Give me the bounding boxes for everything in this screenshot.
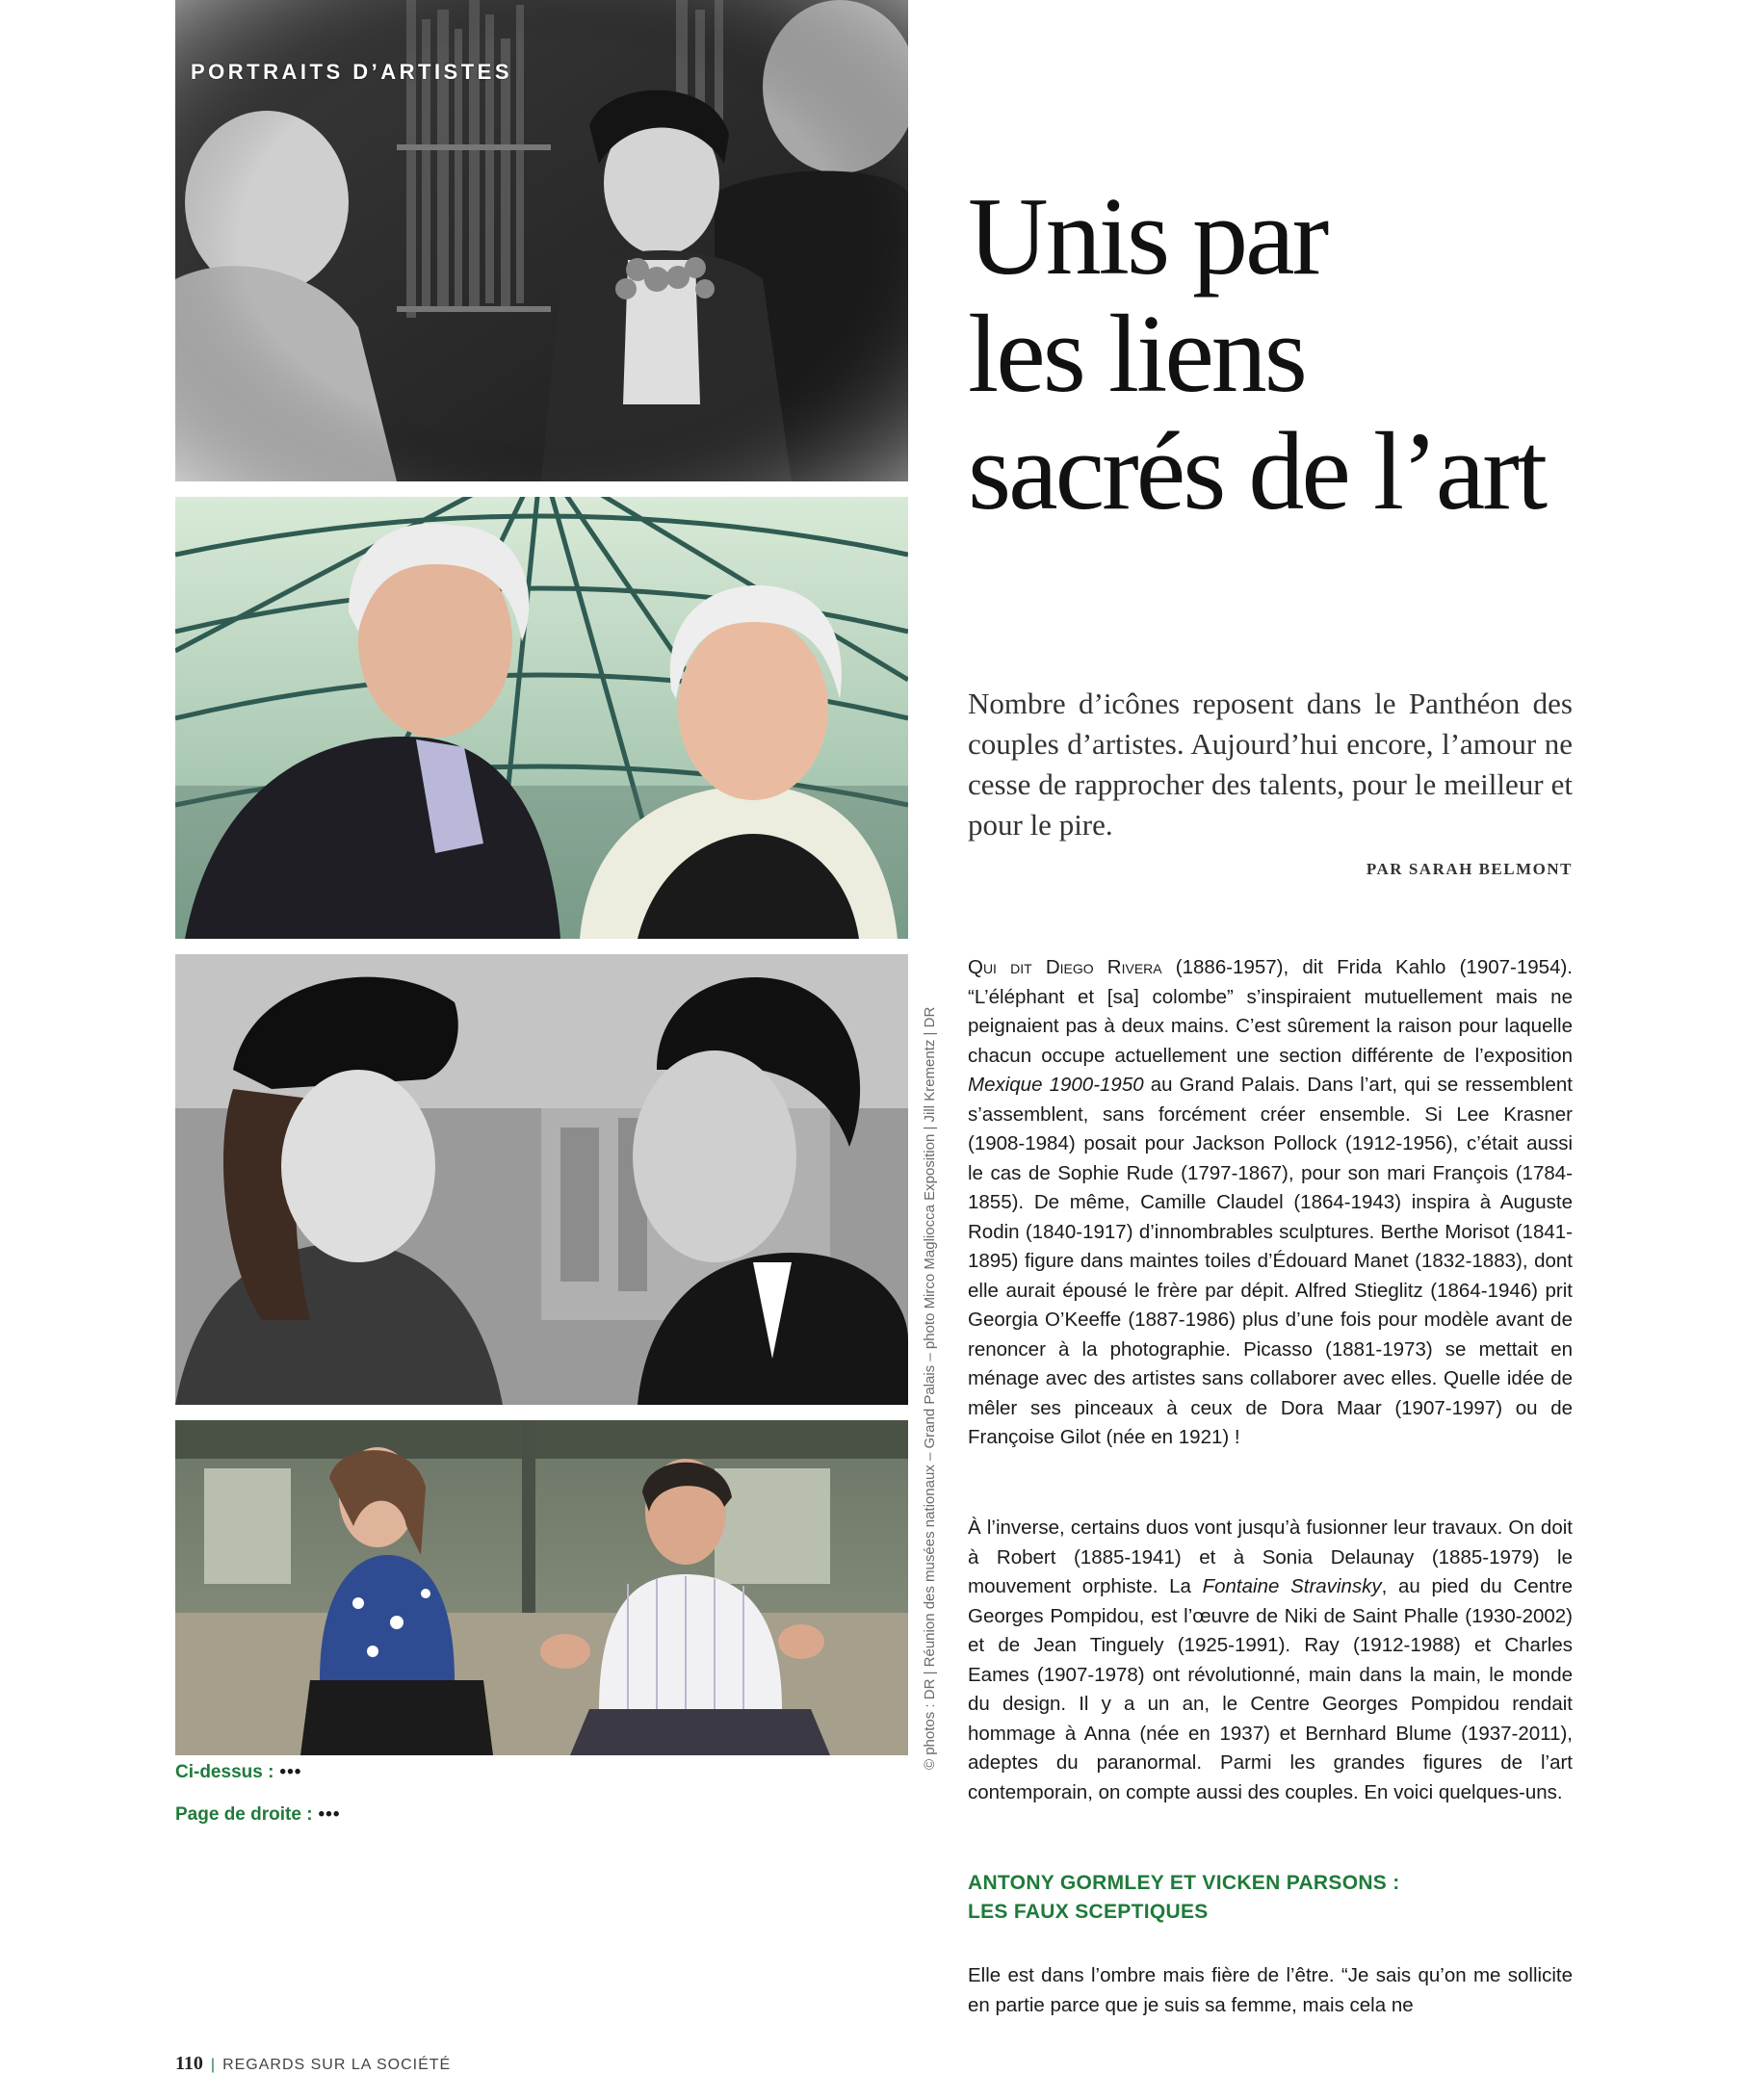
subheading-line-1: ANTONY GORMLEY ET VICKEN PARSONS : [968, 1872, 1400, 1894]
byline: PAR SARAH BELMONT [1366, 860, 1573, 878]
caption-right-page [175, 1804, 341, 1826]
headline [968, 175, 1661, 533]
body-paragraph-2: À l’inverse, certains duos vont jusqu’à fusionner leur travaux. On doit à Robert (1885-1941) et à Sonia Delaunay (1885-1979) le mouvement orphiste. La Fontaine Stravinsky, au pied du Centre Georges Pompidou, est l’œuvre de Niki de Saint Phalle (1930-2002) et de Jean Tinguely (1925-1991). Ray (1912-1988) et Charles Eames (1907-1978) ont révolutionné, main dans la main, le monde du design. Il y a un an, le Centre Georges Pompidou rendait hommage à Anna (née en 1937) et Bernhard Blume (1937-2011), adeptes du paranormal. Parmi les grandes figures de l’art contemporain, on compte aussi des couples. En voici quelques-uns. [968, 1517, 1573, 1803]
caption-right-text: ••• [318, 1804, 341, 1825]
caption-above-label: Ci-dessus : [175, 1762, 274, 1782]
lead-in: Qui dit Diego Rivera [968, 956, 1162, 978]
photo-kabakov-couple [175, 497, 908, 939]
headline-line-2: les liens [968, 293, 1305, 416]
footer-separator: | [210, 2057, 216, 2073]
photo-couple-beret [175, 954, 908, 1405]
body-paragraph-3: Elle est dans l’ombre mais fière de l’être. “Je sais qu’on me sollicite en partie parce que je suis sa femme, mais cela ne [968, 1964, 1573, 2016]
page-number: 110 [175, 2053, 203, 2074]
page-footer [175, 2053, 451, 2075]
subheading [968, 1869, 1573, 1927]
subheading-line-2: LES FAUX SCEPTIQUES [968, 1901, 1209, 1923]
caption-right-label: Page de droite : [175, 1804, 313, 1825]
section-label: PORTRAITS D’ARTISTES [191, 60, 513, 84]
headline-line-3: sacrés de l’art [968, 410, 1546, 533]
caption-above-text: ••• [279, 1762, 302, 1782]
standfirst: Nombre d’icônes reposent dans le Panthéon des couples d’artistes. Aujourd’hui encore, l’amour ne cesse de rapprocher des talents, pour le meilleur et pour le pire. [968, 687, 1573, 842]
publication-name: REGARDS SUR LA SOCIÉTÉ [222, 2057, 452, 2073]
body-paragraph-1: Qui dit Diego Rivera (1886-1957), dit Frida Kahlo (1907-1954). “L’éléphant et [sa] colombe” s’inspiraient mutuellement mais ne peignaient pas à deux mains. C’est sûrement la raison pour laquelle chacun occupe actuellement une section différente de l’exposition Mexique 1900-1950 au Grand Palais. Dans l’art, qui se ressemblent s’assemblent, sans forcément créer ensemble. Si Lee Krasner (1908-1984) posait pour Jackson Pollock (1912-1956), c’était aussi le cas de Sophie Rude (1797-1867), pour son mari François (1784-1855). De même, Camille Claudel (1864-1943) inspira à Auguste Rodin (1840-1917) d’innombrables sculptures. Berthe Morisot (1841-1895) figure dans maintes toiles d’Édouard Manet (1832-1883), dont elle aurait épousé le frère par dépit. Alfred Stieglitz (1864-1946) prit Georgia O’Keeffe (1887-1986) plus d’une fois pour modèle avant de renoncer à la photographie. Picasso (1881-1973) se mettait en ménage avec des artistes sans collaborer avec elles. Quelle idée de mêler ses pinceaux à ceux de Dora Maar (1907-1997) ou de Françoise Gilot (née en 1921) ! [968, 956, 1573, 1448]
headline-line-1: Unis par [968, 175, 1327, 298]
caption-above [175, 1762, 301, 1783]
photo-couple-industrial-hall [175, 1420, 908, 1755]
